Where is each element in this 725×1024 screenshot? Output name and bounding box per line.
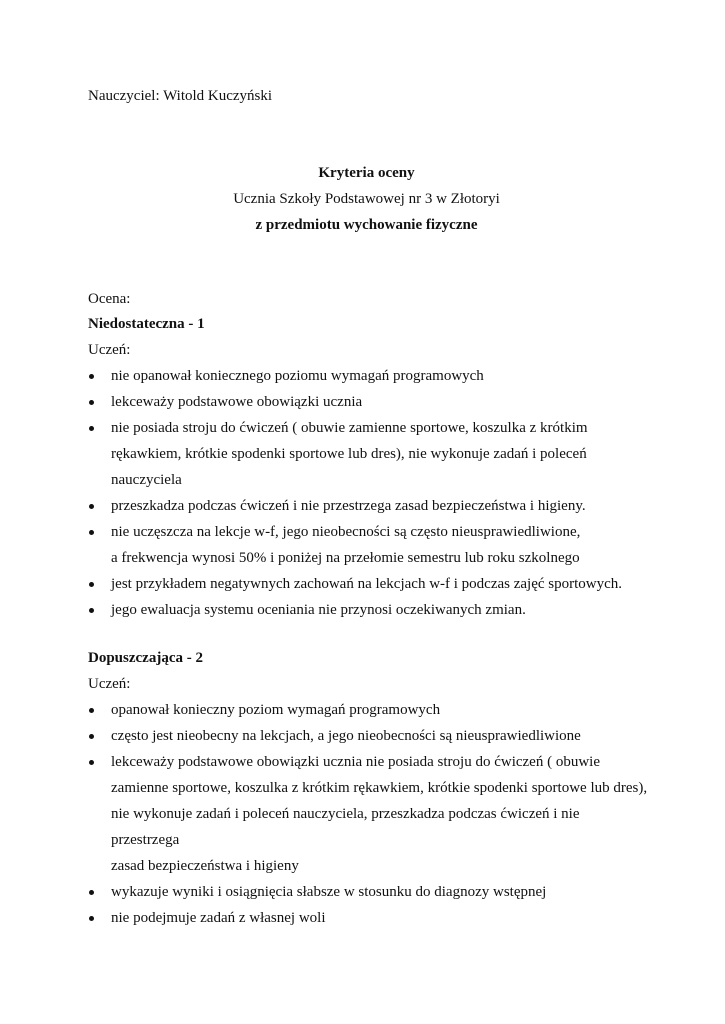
list-item: jest przykładem negatywnych zachowań na lekcjach w-f i podczas zajęć sportowych. — [88, 571, 648, 597]
criteria-list — [88, 697, 648, 931]
list-item: jego ewaluacja systemu oceniania nie przynosi oczekiwanych zmian. — [88, 597, 648, 623]
list-item: nie podejmuje zadań z własnej woli — [88, 905, 648, 931]
list-item: lekceważy podstawowe obowiązki ucznia — [88, 389, 648, 415]
list-item: przeszkadza podczas ćwiczeń i nie przestrzega zasad bezpieczeństwa i higieny. — [88, 493, 648, 519]
title-line-2: Ucznia Szkoły Podstawowej nr 3 w Złotoryi — [233, 191, 500, 207]
list-item: często jest nieobecny na lekcjach, a jego nieobecności są nieusprawiedliwione — [88, 723, 648, 749]
title-line-1: Kryteria oceny — [318, 165, 415, 181]
section-heading: Dopuszczająca - 2 — [88, 650, 203, 666]
list-item: opanował konieczny poziom wymagań programowych — [88, 697, 648, 723]
document-title — [0, 160, 725, 238]
teacher-name: Nauczyciel: Witold Kuczyński — [88, 88, 273, 104]
grade-section-2 — [88, 645, 648, 931]
list-item: nie opanował koniecznego poziomu wymagań programowych — [88, 363, 648, 389]
list-item: nie uczęszcza na lekcje w-f, jego nieobecności są często nieusprawiedliwione, a frekwencja wynosi 50% i poniżej na przełomie semestru lub roku szkolnego — [88, 519, 648, 571]
list-item: wykazuje wyniki i osiągnięcia słabsze w stosunku do diagnozy wstępnej — [88, 879, 648, 905]
section-heading: Niedostateczna - 1 — [88, 316, 205, 332]
title-line-3: z przedmiotu wychowanie fizyczne — [255, 217, 478, 233]
criteria-list — [88, 363, 648, 623]
list-item: nie posiada stroju do ćwiczeń ( obuwie zamienne sportowe, koszulka z krótkim rękawkiem, krótkie spodenki sportowe lub dres), nie wykonuje zadań i poleceń nauczyciela — [88, 415, 648, 493]
grade-section-1 — [88, 311, 648, 623]
section-subheading: Uczeń: — [88, 342, 131, 358]
section-subheading: Uczeń: — [88, 676, 131, 692]
grade-label: Ocena: — [88, 291, 131, 307]
list-item: lekceważy podstawowe obowiązki ucznia nie posiada stroju do ćwiczeń ( obuwie zamienne sportowe, koszulka z krótkim rękawkiem, krótkie spodenki sportowe lub dres), nie wykonuje zadań i poleceń nauczyciela, przeszkadza podczas ćwiczeń i nie przestrzega zasad bezpieczeństwa i higieny — [88, 749, 648, 879]
